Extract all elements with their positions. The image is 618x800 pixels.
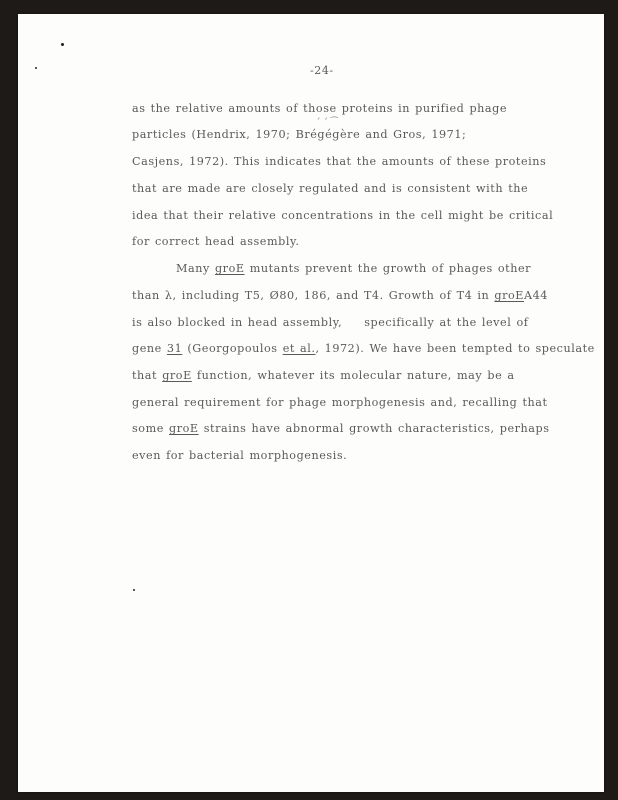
groe-term: groE <box>214 262 245 275</box>
paragraph-1-line-6: for correct head assembly. <box>132 235 300 248</box>
gene-31-term: 31 <box>166 342 183 355</box>
margin-mark-dot <box>35 67 37 69</box>
paragraph-2-line-7: some groE strains have abnormal growth characteristics, perhaps <box>132 422 550 435</box>
groe-term: groE <box>494 289 524 302</box>
paragraph-2-line-1: Many groE mutants prevent the growth of phages other <box>176 262 532 275</box>
paragraph-2-line-8: even for bacterial morphogenesis. <box>132 449 348 462</box>
document-page <box>18 14 604 792</box>
paragraph-2-line-2: than λ, including T5, Ø80, 186, and T4. Growth of T4 in groEA44 <box>132 289 548 302</box>
margin-mark-dot <box>133 589 135 591</box>
et-al-term: et al. <box>282 342 316 355</box>
handwritten-accent-mark: ´ ´ ⁀ <box>316 118 338 128</box>
paragraph-1-line-3: Casjens, 1972). This indicates that the amounts of these proteins <box>132 155 547 168</box>
paragraph-1-line-5: idea that their relative concentrations in the cell might be critical <box>132 209 554 222</box>
page-number: -24- <box>310 64 334 77</box>
paragraph-2-line-3: is also blocked in head assembly, specifically at the level of <box>132 316 529 329</box>
paragraph-2-line-5: that groE function, whatever its molecular nature, may be a <box>132 369 515 382</box>
paragraph-1-line-1: as the relative amounts of those proteins in purified phage <box>132 102 508 115</box>
groe-term: groE <box>169 422 199 435</box>
paragraph-1-line-4: that are made are closely regulated and is consistent with the <box>132 182 529 195</box>
paragraph-2-line-6: general requirement for phage morphogenesis and, recalling that <box>132 396 548 409</box>
paragraph-1-line-2: particles (Hendrix, 1970; Brégégère and Gros, 1971; <box>132 128 467 141</box>
groe-term: groE <box>162 369 192 382</box>
margin-mark-dot <box>61 43 64 46</box>
paragraph-2-line-4: gene 31 (Georgopoulos et al., 1972). We have been tempted to speculate <box>132 342 595 355</box>
